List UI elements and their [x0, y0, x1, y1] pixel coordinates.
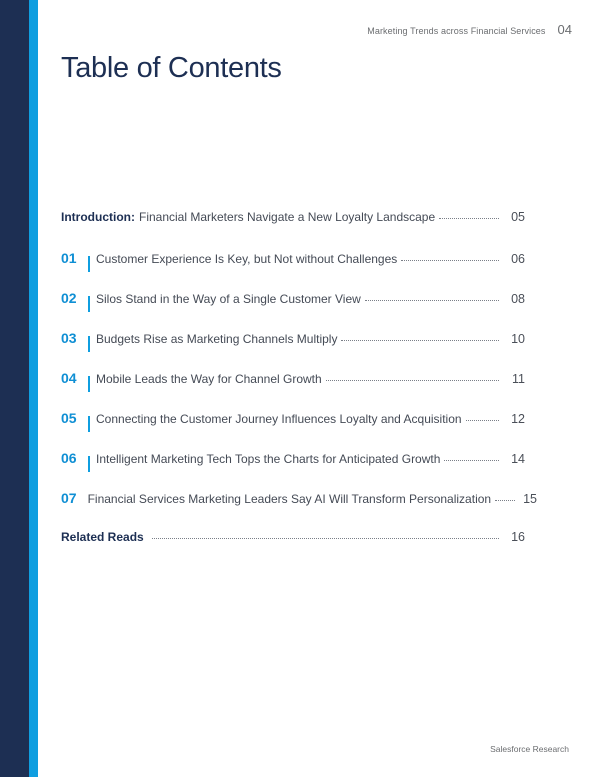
dot-leader — [444, 460, 499, 461]
toc-entry-07[interactable] — [61, 490, 537, 530]
chapter-divider-bar — [88, 416, 90, 432]
toc-entry-label: Financial Services Marketing Leaders Say AI Will Transform Personalization — [87, 492, 492, 506]
toc-entry-page: 06 — [511, 252, 525, 266]
toc-entry-02[interactable] — [61, 290, 525, 330]
chapter-divider-bar — [88, 376, 90, 392]
toc-entry-page: 05 — [511, 210, 525, 224]
dot-leader — [466, 420, 499, 421]
chapter-number: 03 — [61, 330, 77, 346]
toc-entry-introduction[interactable] — [61, 210, 525, 250]
dot-leader — [341, 340, 499, 341]
dot-leader — [439, 218, 499, 219]
toc-entry-page: 08 — [511, 292, 525, 306]
toc-entry-label: Customer Experience Is Key, but Not without Challenges — [96, 252, 398, 266]
toc-entry-label: Intelligent Marketing Tech Tops the Charts for Anticipated Growth — [96, 452, 441, 466]
toc-entry-page: 10 — [511, 332, 525, 346]
toc-entry-page: 12 — [511, 412, 525, 426]
chapter-divider-bar — [88, 336, 90, 352]
page-number: 04 — [557, 22, 572, 37]
page-title: Table of Contents — [61, 52, 282, 84]
chapter-number: 04 — [61, 370, 77, 386]
running-header — [367, 22, 572, 37]
chapter-divider-bar — [88, 256, 90, 272]
table-of-contents — [61, 210, 537, 570]
toc-entry-label: Silos Stand in the Way of a Single Customer View — [96, 292, 361, 306]
toc-entry-06[interactable] — [61, 450, 525, 490]
toc-entry-page: 15 — [523, 492, 537, 506]
dot-leader — [152, 538, 499, 539]
chapter-number: 06 — [61, 450, 77, 466]
chapter-divider-bar — [88, 296, 90, 312]
sidebar-accent-stripe — [29, 0, 38, 777]
toc-entry-page: 16 — [511, 530, 525, 544]
toc-entry-04[interactable] — [61, 370, 525, 410]
toc-entry-page: 11 — [512, 372, 525, 386]
chapter-number: 01 — [61, 250, 77, 266]
toc-entry-related-reads[interactable] — [61, 530, 525, 570]
toc-intro-prefix: Introduction: — [61, 210, 135, 224]
toc-entry-label: Mobile Leads the Way for Channel Growth — [96, 372, 322, 386]
dot-leader — [495, 500, 515, 501]
footer-credit: Salesforce Research — [490, 744, 569, 754]
dot-leader — [401, 260, 499, 261]
running-title: Marketing Trends across Financial Services — [367, 26, 546, 36]
toc-entry-label: Budgets Rise as Marketing Channels Multiply — [96, 332, 338, 346]
toc-entry-05[interactable] — [61, 410, 525, 450]
sidebar-dark-band — [0, 0, 29, 777]
dot-leader — [365, 300, 499, 301]
chapter-divider-bar — [88, 456, 90, 472]
toc-entry-label: Financial Marketers Navigate a New Loyalty Landscape — [138, 210, 436, 224]
toc-entry-01[interactable] — [61, 250, 525, 290]
toc-entry-label: Related Reads — [61, 530, 144, 544]
chapter-number: 07 — [61, 490, 77, 506]
dot-leader — [326, 380, 499, 381]
chapter-number: 05 — [61, 410, 77, 426]
toc-entry-label: Connecting the Customer Journey Influences Loyalty and Acquisition — [96, 412, 462, 426]
chapter-number: 02 — [61, 290, 77, 306]
toc-entry-03[interactable] — [61, 330, 525, 370]
toc-entry-page: 14 — [511, 452, 525, 466]
